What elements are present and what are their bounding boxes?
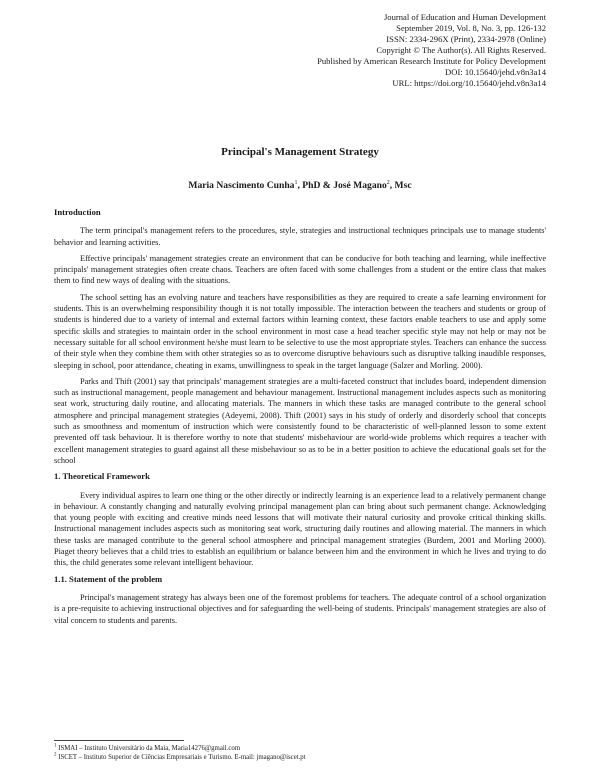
footnote-text: ISCET – Instituto Superior de Ciências Empresariais e Turismo. E-mail: jmagano@iscet.pt — [58, 754, 306, 761]
footnote-mark: 1 — [294, 179, 298, 186]
footnote-mark: 2 — [386, 179, 390, 186]
publisher: Published by American Research Institute for Policy Development — [317, 56, 546, 66]
author-degree: , Msc — [389, 180, 412, 191]
issue-info: September 2019, Vol. 8, No. 3, pp. 126-132 — [396, 23, 546, 33]
paragraph: The school setting has an evolving nature and teachers have responsibilities as they are required to create a safe learning environment for students. This is an overwhelming responsibility though it is not totally impossible. The interaction between the teachers and students or group of students is hindered due to a variety of internal and external factors within learning context, these factors enable teachers to use and apply some specific skills and strategies to maintain order in the school environment in most case a head teacher specific style may not help or may not be necessary suitable for all school environment he/she must learn to be selective to use the most appropriate styles. Teachers can enhance the success of their style when they combine them with other strategies so as to overcome disruptive behaviours such as disruptive talking inaudible responses, sleeping in school, poor attendance, cheating in exams, unwillingness to speak in the target language (Salzer and Morling. 2000). — [54, 292, 546, 370]
paragraph: Parks and Thift (2001) say that principals' management strategies are a multi-faceted construct that includes board, independent dimension such as instructional management, people management and behaviour management. Instructional management includes aspects such as monitoring seat work, structuring daily routine, and allocating materials. The manners in which these tasks are managed contribute to the general school atmosphere and principal management strategies (Adeyemi, 2008). Thift (2001) says in his study of orderly and disorderly school that concepts such as smoothness and momentum of instruction which were consistently found to be characteristic of well-planned lesson to some extent prevented off task behaviour. It is therefore worthy to note that students' misbehaviour are world-wide problems which requires a teacher with excellent management strategies to guard against all these misbehaviour so as to be in a better position to achieve the educational goals set for the school — [54, 376, 546, 465]
section-heading-introduction: Introduction — [54, 207, 101, 217]
paragraph: Effective principals' management strategies create an environment that can be conducive for both teaching and learning, while ineffective principals' management strategies often create chaos. Teachers are often faced with some challenges from a student or the entire class that makes them to find new ways of dealing with the situations. — [54, 253, 546, 286]
footnote-mark: 1 — [54, 743, 57, 749]
author-line — [0, 180, 600, 191]
paragraph: Every individual aspires to learn one thing or the other directly or indirectly learning is an experience lead to a relatively permanent change in behaviour. A constantly changing and naturally evolving principal management plan can bring about such permanent change. Acknowledging that young people with exciting and creative minds need lessons that will motivate their natural curiosity and provoke critical thinking skills. Instructional management includes aspects such as monitoring seat work, structuring daily routines and allowing material. The manners in which these tasks are managed contribute to the general school atmosphere and principal management strategies (Burdem, 2001 and Morling 2000). Piaget theory believes that a child tries to establish an equilibrium or balance between him and the environment in which he lives and trying to do this, the child generates some relevant intelligent behaviour. — [54, 490, 546, 568]
footnote-mark: 2 — [54, 752, 57, 758]
paper-body — [54, 207, 546, 631]
footnotes — [54, 740, 546, 762]
doi: DOI: 10.15640/jehd.v8n3a14 — [445, 67, 546, 77]
issn: ISSN: 2334-296X (Print), 2334-2978 (Online) — [386, 34, 546, 44]
paper-title: Principal's Management Strategy — [221, 146, 379, 158]
author-name: José Magano — [333, 180, 387, 191]
copyright: Copyright © The Author(s). All Rights Reserved. — [376, 45, 546, 55]
section-heading-theoretical-framework: 1. Theoretical Framework — [54, 471, 150, 482]
url[interactable]: URL: https://doi.org/10.15640/jehd.v8n3a14 — [392, 78, 546, 88]
paragraph: Principal's management strategy has always been one of the foremost problems for teachers. The adequate control of a school organization is a pre-requisite to achieving instructional objectives and for safeguarding the well-being of students. Principals' management strategies are also of vital concern to students and parents. — [54, 592, 546, 625]
journal-name: Journal of Education and Human Development — [383, 12, 546, 22]
footnote — [54, 753, 546, 762]
footnote-text: ISMAI – Instituto Universitário da Maia, Maria14276@gmail.com — [58, 745, 241, 752]
footnote — [54, 744, 546, 753]
paragraph: The term principal's management refers to the procedures, style, strategies and instructional techniques principals use to manage students' behavior and learning activities. — [54, 226, 546, 247]
footnote-divider — [54, 740, 184, 741]
author-name: Maria Nascimento Cunha — [188, 180, 295, 191]
journal-header — [186, 12, 546, 89]
author-separator: , PhD & — [297, 180, 334, 191]
section-heading-statement-of-problem: 1.1. Statement of the problem — [54, 573, 163, 584]
